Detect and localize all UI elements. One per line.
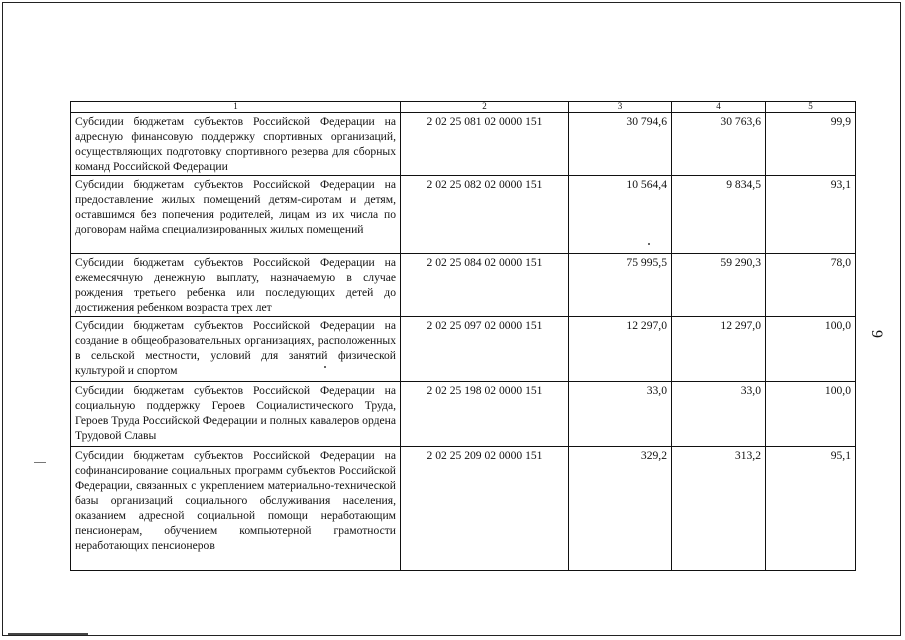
- row-value-col3: 12 297,0: [569, 317, 672, 382]
- row-description: Субсидии бюджетам субъектов Российской Федерации на социальную поддержку Героев Социалистического Труда, Героев Труда Российской Федерации и полных кавалеров ордена Трудовой Славы: [71, 382, 401, 447]
- row-description: Субсидии бюджетам субъектов Российской Федерации на адресную финансовую поддержку спортивных организаций, осуществляющих подготовку спортивного резерва для сборных команд Российской Федерации: [71, 113, 401, 176]
- row-description: Субсидии бюджетам субъектов Российской Федерации на создание в общеобразовательных организациях, расположенных в сельской местности, условий для занятий физической культурой и спортом: [71, 317, 401, 382]
- row-value-col4: 9 834,5: [672, 176, 766, 254]
- row-code: 2 02 25 097 02 0000 151: [401, 317, 569, 382]
- row-description: Субсидии бюджетам субъектов Российской Федерации на предоставление жилых помещений детям-сиротам и детям, оставшимся без попечения родителей, лицам из их числа по договорам найма специализированных жилых помещений: [71, 176, 401, 254]
- row-value-col5: 99,9: [766, 113, 856, 176]
- page-number: 9: [868, 330, 885, 338]
- column-header-1: 1: [71, 102, 401, 113]
- scan-mark: [34, 462, 46, 463]
- row-value-col5: 100,0: [766, 317, 856, 382]
- row-value-col3: 10 564,4: [569, 176, 672, 254]
- scan-speck: [324, 366, 326, 368]
- subsidies-table: [70, 101, 856, 571]
- row-value-col4: 30 763,6: [672, 113, 766, 176]
- row-code: 2 02 25 209 02 0000 151: [401, 447, 569, 571]
- column-header-5: 5: [766, 102, 856, 113]
- row-value-col4: 59 290,3: [672, 254, 766, 317]
- table-header-row: [71, 102, 856, 113]
- row-code: 2 02 25 082 02 0000 151: [401, 176, 569, 254]
- row-code: 2 02 25 081 02 0000 151: [401, 113, 569, 176]
- row-value-col4: 313,2: [672, 447, 766, 571]
- scan-edge-mark: [8, 633, 88, 635]
- row-value-col4: 12 297,0: [672, 317, 766, 382]
- row-value-col3: 33,0: [569, 382, 672, 447]
- row-value-col5: 100,0: [766, 382, 856, 447]
- column-header-2: 2: [401, 102, 569, 113]
- row-value-col5: 95,1: [766, 447, 856, 571]
- row-value-col5: 78,0: [766, 254, 856, 317]
- column-header-3: 3: [569, 102, 672, 113]
- row-value-col3: 30 794,6: [569, 113, 672, 176]
- scan-speck: [648, 243, 650, 245]
- row-value-col4: 33,0: [672, 382, 766, 447]
- row-value-col3: 75 995,5: [569, 254, 672, 317]
- table-row: [71, 317, 856, 382]
- table-row: [71, 382, 856, 447]
- row-code: 2 02 25 084 02 0000 151: [401, 254, 569, 317]
- table-row: [71, 113, 856, 176]
- row-description: Субсидии бюджетам субъектов Российской Федерации на софинансирование социальных программ субъектов Российской Федерации, связанных с укреплением материально-технической базы организаций социального обслуживания населения, оказанием адресной социальной помощи неработающим пенсионерам, обучением компьютерной грамотности неработающих пенсионеров: [71, 447, 401, 571]
- column-header-4: 4: [672, 102, 766, 113]
- row-description: Субсидии бюджетам субъектов Российской Федерации на ежемесячную денежную выплату, назначаемую в случае рождения третьего ребенка или последующих детей до достижения ребенком возраста трех лет: [71, 254, 401, 317]
- table-row: [71, 176, 856, 254]
- row-value-col5: 93,1: [766, 176, 856, 254]
- table-row: [71, 447, 856, 571]
- row-code: 2 02 25 198 02 0000 151: [401, 382, 569, 447]
- row-value-col3: 329,2: [569, 447, 672, 571]
- table-row: [71, 254, 856, 317]
